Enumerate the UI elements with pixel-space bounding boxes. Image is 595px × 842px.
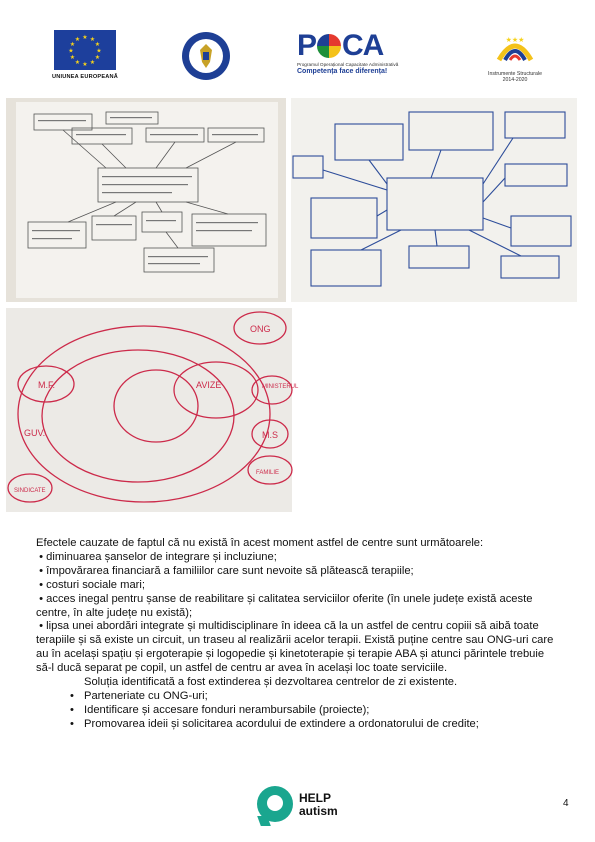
svg-text:MINISTERUL: MINISTERUL <box>262 384 299 390</box>
solution-statement: Soluția identificată a fost extinderea și dezvoltarea centrelor de zi existente. <box>84 676 458 689</box>
flipchart-photo-stakeholder-map <box>6 308 299 512</box>
svg-text:★: ★ <box>96 47 102 55</box>
svg-text:★: ★ <box>69 54 76 61</box>
svg-text:GUV.: GUV. <box>24 428 46 438</box>
svg-text:AVIZE: AVIZE <box>196 380 222 390</box>
effect-item: • diminuarea șanselor de integrare și incluziune; <box>36 550 277 563</box>
help-autism-logo-bottom: autism <box>299 804 338 818</box>
flipchart-photo-solution-map <box>291 98 577 302</box>
svg-text:ONG: ONG <box>250 324 271 334</box>
svg-text:★: ★ <box>94 41 101 48</box>
svg-text:★: ★ <box>89 59 96 66</box>
effects-intro: Efectele cauzate de faptul că nu există în acest moment astfel de centre sunt următoarele: <box>36 537 484 549</box>
body-text <box>36 537 558 732</box>
effect-item: • acces inegal pentru șanse de reabilitare și calitatea serviciilor oferite (în unele județe există aceste centre, în alte județe nu există); <box>36 592 533 619</box>
svg-text:★: ★ <box>94 54 101 61</box>
eu-flag-icon <box>54 30 116 70</box>
svg-text:★: ★ <box>82 61 88 68</box>
svg-text:★★★: ★★★ <box>505 37 525 44</box>
speech-bubble-icon <box>257 786 293 822</box>
government-logo <box>180 30 232 82</box>
svg-text:M.S: M.S <box>262 430 279 440</box>
help-autism-logo <box>257 786 347 828</box>
structural-instruments-logo <box>482 30 548 86</box>
svg-text:M.F.: M.F. <box>38 380 55 390</box>
structural-instruments-icon <box>495 30 535 66</box>
poca-o-icon <box>317 34 341 58</box>
solution-item: • Promovarea ideii și solicitarea acordului de extindere a ordonatorului de credite; <box>70 718 558 732</box>
solution-list <box>36 690 558 732</box>
effect-item: • costuri sociale mari; <box>36 578 145 591</box>
eu-label: UNIUNEA EUROPEANĂ <box>52 74 118 80</box>
svg-text:★: ★ <box>82 34 88 41</box>
structural-instruments-label: Instrumente Structurale <box>488 71 542 77</box>
help-autism-logo-top: HELP <box>299 791 332 805</box>
svg-text:SINDICATE: SINDICATE <box>14 488 46 494</box>
page-number: 4 <box>563 798 569 809</box>
svg-text:★: ★ <box>68 47 74 55</box>
poca-wordmark: P CA <box>297 29 384 62</box>
effect-item: • lipsa unei abordări integrate și multidisciplinare în ideea că la un astfel de centru copiii să aibă toate terapiile și să existe un circuit, un traseu al realizării acelor terapii. Există puține centre sau ONG-uri care au în același spațiu și ergoterapie și logopedie și kinetoterapie și terapie ABA și atunci părintele trebuie să-l ducă separat pe copil, un astfel de centru ar avea în același loc toate serviciile. <box>36 620 554 675</box>
structural-instruments-years: 2014-2020 <box>502 77 528 83</box>
svg-text:★: ★ <box>74 36 81 43</box>
solution-item: • Parteneriate cu ONG-uri; <box>70 690 558 704</box>
poca-tagline: Competența face diferența! <box>297 68 388 75</box>
solution-item: • Identificare și accesare fonduri nerambursabile (proiecte); <box>70 704 558 718</box>
svg-text:★: ★ <box>89 36 96 43</box>
svg-text:FAMILIE: FAMILIE <box>256 470 280 476</box>
poca-logo <box>297 30 421 86</box>
svg-text:★: ★ <box>74 59 81 66</box>
romania-coat-of-arms-icon <box>180 30 232 82</box>
flipchart-photo-problem-tree <box>6 98 286 302</box>
eu-logo <box>52 30 118 84</box>
effect-item: • împovărarea financiară a familiilor care sunt nevoite să plătească terapiile; <box>36 564 414 577</box>
poca-program-label: Programul Operațional Capacitate Administrativă <box>297 62 399 67</box>
svg-text:★: ★ <box>69 41 76 48</box>
